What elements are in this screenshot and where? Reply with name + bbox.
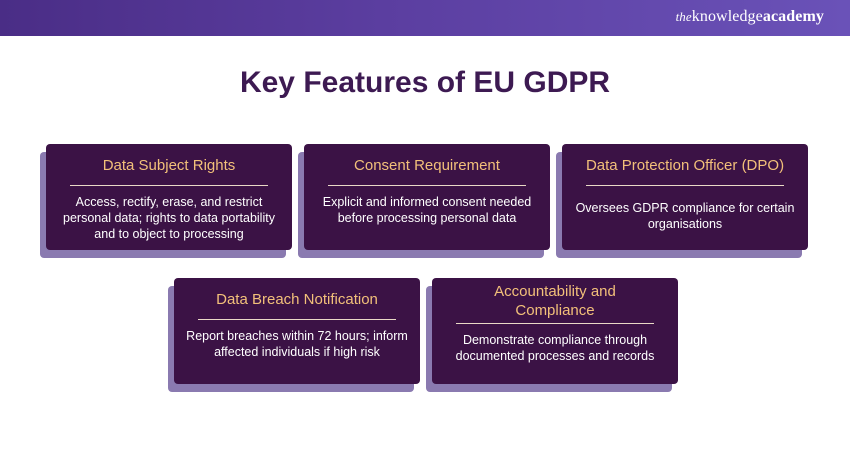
feature-card-data-breach-notification (174, 278, 420, 388)
page-title: Key Features of EU GDPR (239, 66, 611, 99)
card-body (562, 144, 808, 250)
brand-logo (676, 8, 824, 26)
card-body (432, 278, 678, 384)
card-title: Data Protection Officer (DPO) (585, 157, 785, 174)
card-description: Oversees GDPR compliance for certain organisations (575, 201, 795, 231)
card-title: Consent Requirement (354, 157, 500, 174)
card-title: Accountability and Compliance (494, 283, 616, 319)
brand-prefix: the (675, 9, 692, 24)
card-divider (586, 185, 784, 186)
feature-card-data-subject-rights (46, 144, 292, 254)
card-divider (328, 185, 526, 186)
card-description: Access, rectify, erase, and restrict personal data; rights to data portability and to object to processing (63, 195, 275, 241)
card-body (304, 144, 550, 250)
brand-name-bold: academy (762, 8, 824, 25)
card-body (174, 278, 420, 384)
card-divider (456, 323, 654, 324)
card-description: Explicit and informed consent needed before processing personal data (322, 195, 532, 225)
feature-card-accountability-compliance (432, 278, 678, 388)
feature-card-dpo (562, 144, 808, 254)
card-divider (198, 319, 396, 320)
card-title: Data Subject Rights (102, 157, 236, 174)
card-body (46, 144, 292, 250)
card-title: Data Breach Notification (216, 291, 378, 308)
header-bar (0, 0, 850, 36)
feature-card-consent-requirement (304, 144, 550, 254)
card-description: Report breaches within 72 hours; inform affected individuals if high risk (186, 329, 408, 359)
card-divider (70, 185, 268, 186)
brand-name-regular: knowledge (691, 8, 763, 25)
card-description: Demonstrate compliance through documented processes and records (455, 333, 655, 363)
